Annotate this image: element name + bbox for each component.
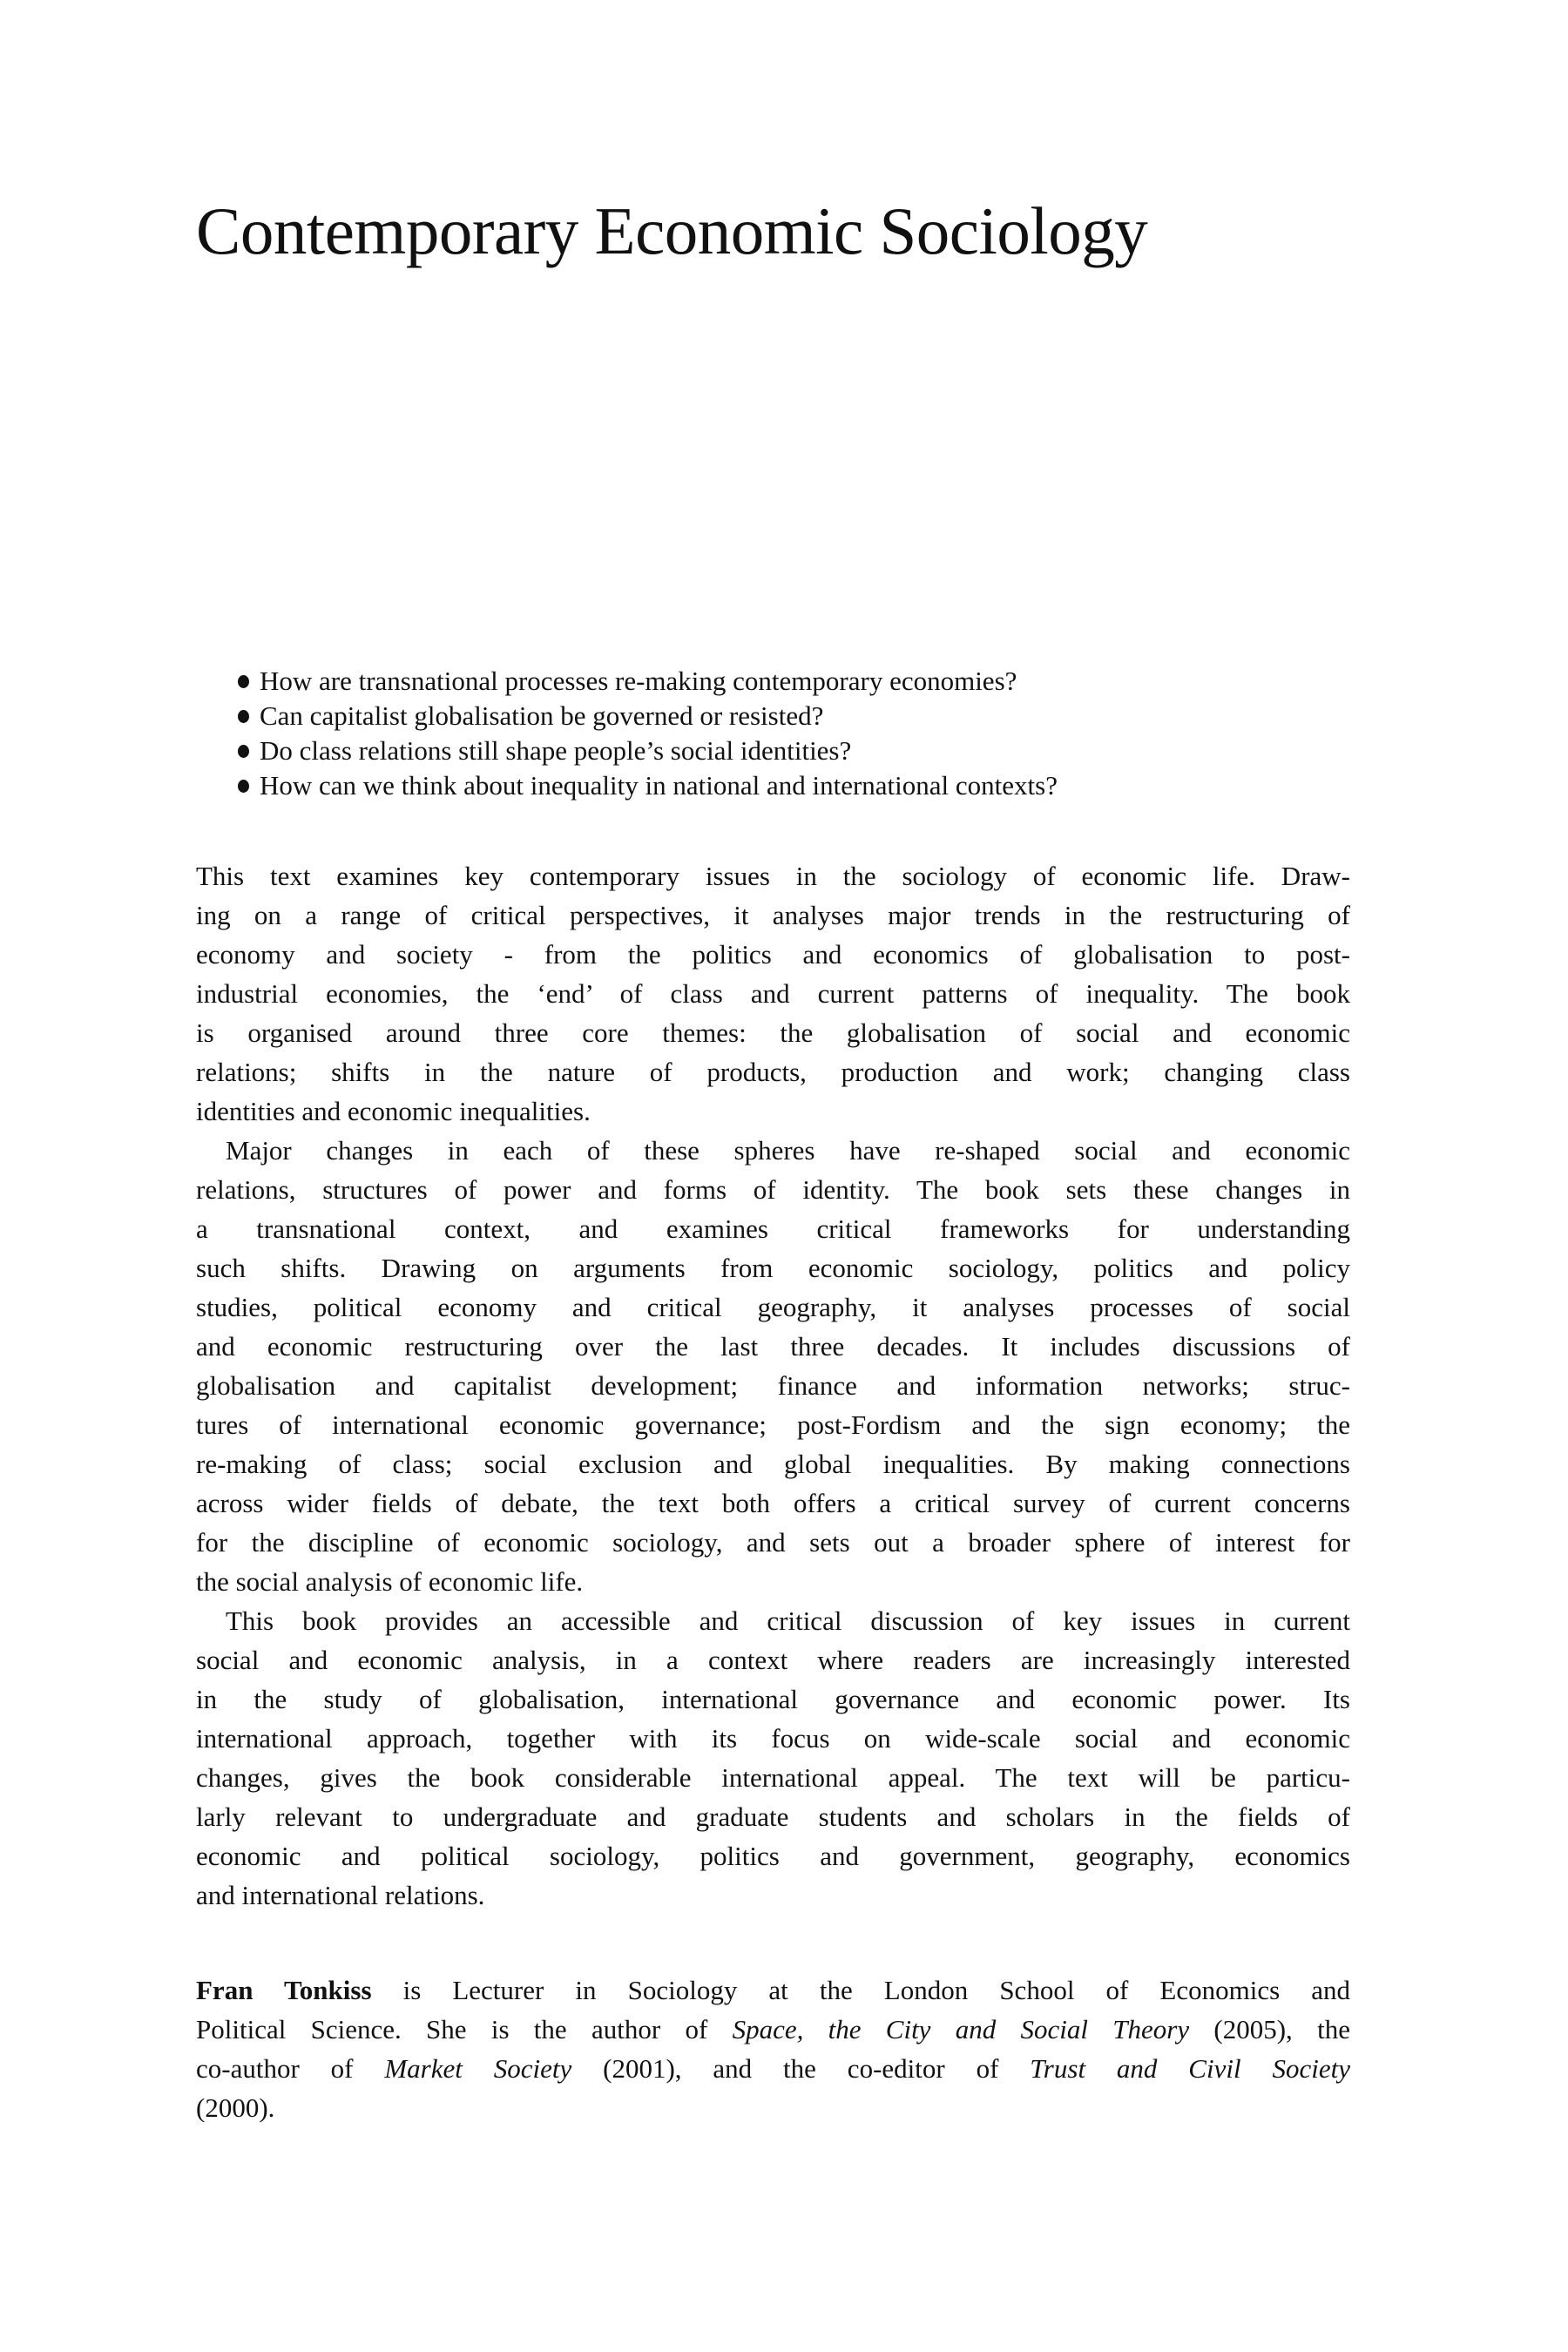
text-line: for the discipline of economic sociology, and sets out a broader sphere of interest for — [196, 1527, 1350, 1558]
text-line: This book provides an accessible and critical discussion of key issues in current — [226, 1605, 1350, 1636]
question-list — [196, 664, 1355, 803]
text-line: and economic restructuring over the last three decades. It includes discussions of — [196, 1331, 1350, 1362]
bullet-icon — [238, 745, 249, 758]
text-line: a transnational context, and examines critical frameworks for understanding — [196, 1213, 1350, 1244]
text-line: the social analysis of economic life. — [196, 1566, 584, 1597]
text-line: is organised around three core themes: the globalisation of social and economic — [196, 1017, 1350, 1048]
page-title: Contemporary Economic Sociology — [196, 193, 1148, 268]
text-segment: (2000). — [196, 2092, 275, 2123]
text-line — [196, 2088, 1350, 2127]
list-item — [196, 664, 1355, 699]
text-segment: (2005), the — [1189, 2014, 1350, 2044]
paragraph-audience — [196, 1601, 1350, 1915]
list-item-text: How can we think about inequality in national and international contexts? — [260, 770, 1058, 801]
text-line — [196, 1970, 1350, 2010]
book-title: Trust and Civil Society — [1030, 2053, 1350, 2084]
text-line: across wider fields of debate, the text both offers a critical survey of current concerns — [196, 1488, 1350, 1518]
author-name: Fran Tonkiss — [196, 1975, 372, 2005]
text-line: re-making of class; social exclusion and global inequalities. By making connections — [196, 1449, 1350, 1479]
book-title: Market Society — [384, 2053, 572, 2084]
text-line: international approach, together with its focus on wide-scale social and economic — [196, 1723, 1350, 1754]
text-line: identities and economic inequalities. — [196, 1096, 591, 1126]
text-line: industrial economies, the ‘end’ of class and current patterns of inequality. The book — [196, 978, 1350, 1009]
list-item — [196, 733, 1355, 768]
text-line — [196, 2049, 1350, 2088]
list-item-text: Can capitalist globalisation be governed or resisted? — [260, 700, 824, 731]
text-line: larly relevant to undergraduate and graduate students and scholars in the fields of — [196, 1801, 1350, 1832]
text-segment: is Lecturer in Sociology at the London School of Economics and — [371, 1975, 1350, 2005]
text-line: and international relations. — [196, 1880, 485, 1910]
text-segment: co-author of — [196, 2053, 385, 2084]
text-line: studies, political economy and critical geography, it analyses processes of social — [196, 1292, 1350, 1322]
text-line: changes, gives the book considerable international appeal. The text will be particu- — [196, 1762, 1350, 1793]
bullet-icon — [238, 710, 249, 723]
text-segment: (2001), and the co-editor of — [571, 2053, 1031, 2084]
list-item-text: Do class relations still shape people’s social identities? — [260, 735, 852, 766]
text-line: such shifts. Drawing on arguments from economic sociology, politics and policy — [196, 1253, 1350, 1283]
author-bio — [196, 1970, 1350, 2127]
list-item — [196, 699, 1355, 733]
text-line: Major changes in each of these spheres have re-shaped social and economic — [226, 1135, 1350, 1166]
text-line: This text examines key contemporary issues in the sociology of economic life. Draw- — [196, 861, 1350, 891]
bullet-icon — [238, 675, 249, 688]
text-line: ing on a range of critical perspectives, it analyses major trends in the restructuring of — [196, 900, 1350, 930]
text-line: social and economic analysis, in a context where readers are increasingly interested — [196, 1645, 1350, 1675]
list-item — [196, 768, 1355, 803]
text-line: economy and society - from the politics and economics of globalisation to post- — [196, 939, 1350, 970]
text-line: globalisation and capitalist development; finance and information networks; struc- — [196, 1370, 1350, 1401]
paragraph-intro — [196, 856, 1350, 1131]
text-line: tures of international economic governance; post-Fordism and the sign economy; the — [196, 1409, 1350, 1440]
text-line: economic and political sociology, politics and government, geography, economics — [196, 1841, 1350, 1871]
text-segment: Political Science. She is the author of — [196, 2014, 733, 2044]
list-item-text: How are transnational processes re-making contemporary economies? — [260, 666, 1017, 696]
text-line — [196, 2010, 1350, 2049]
book-title: Space, the City and Social Theory — [732, 2014, 1190, 2044]
text-line: in the study of globalisation, international governance and economic power. Its — [196, 1684, 1350, 1714]
bullet-icon — [238, 780, 249, 793]
text-line: relations; shifts in the nature of products, production and work; changing class — [196, 1057, 1350, 1087]
text-line: relations, structures of power and forms of identity. The book sets these changes in — [196, 1174, 1350, 1205]
paragraph-changes — [196, 1131, 1350, 1601]
